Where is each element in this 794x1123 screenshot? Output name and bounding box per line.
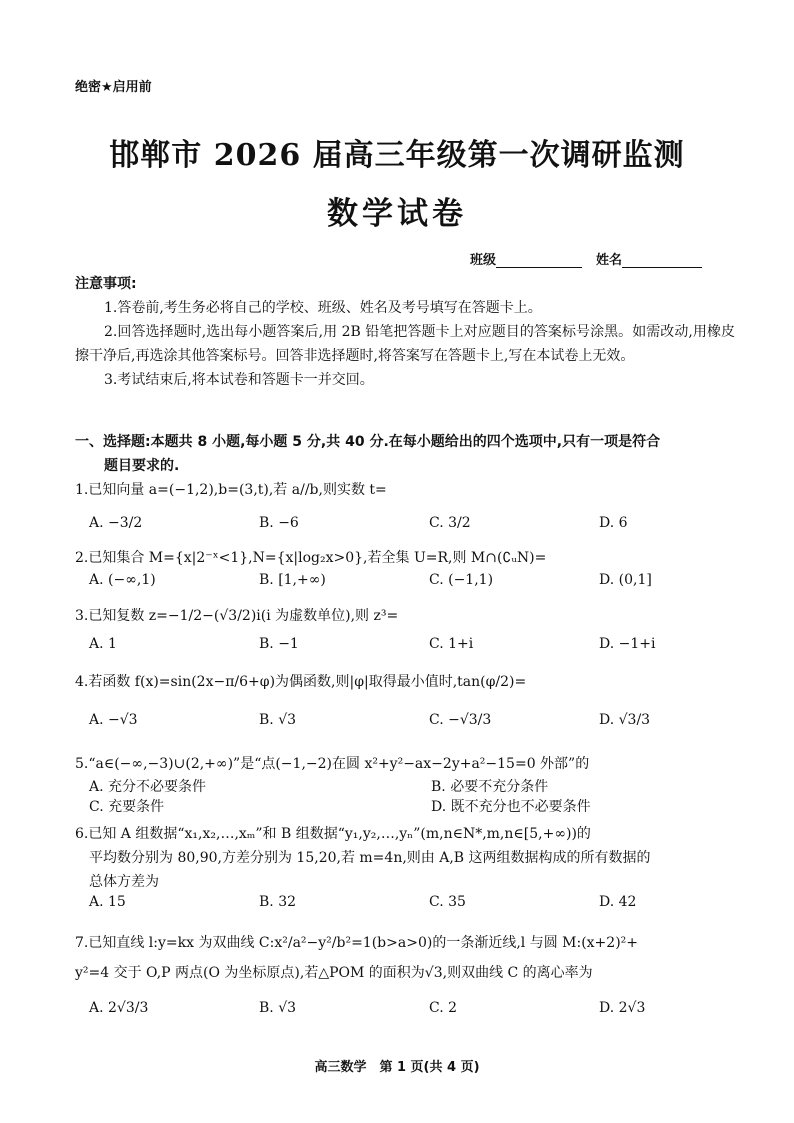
exam-title: 邯郸市 2026 届高三年级第一次调研监测 [109,138,685,173]
option-d[interactable]: D. √3/3 [599,712,651,728]
question-stem-line3: 总体方差为 [89,874,159,890]
question-stem: 5.“a∈(−∞,−3)∪(2,+∞)”是“点(−1,−2)在圆 x²+y²−ax−2y+a²−15=0 外部”的 [75,756,590,772]
notice-heading: 注意事项: [75,276,137,292]
question-5 [75,752,735,816]
question-1 [75,478,735,542]
option-a[interactable]: A. −3/2 [89,515,143,531]
question-stem-line2: 平均数分别为 80,90,方差分别为 15,20,若 m=4n,则由 A,B 这两组数据构成的所有数据的 [89,850,651,866]
question-4 [75,670,735,728]
page-footer: 高三数学 第 1 页(共 4 页) [314,1060,480,1075]
option-c[interactable]: C. 充要条件 [89,799,165,815]
option-a[interactable]: A. −√3 [89,712,138,728]
section-heading [75,430,735,478]
option-a[interactable]: A. 充分不必要条件 [89,779,207,795]
option-b[interactable]: B. √3 [259,712,297,728]
notice-item: 2.回答选择题时,选出每小题答案后,用 2B 铅笔把答题卡上对应题目的答案标号涂黑。如需改动,用橡皮擦干净后,再选涂其他答案标号。回答非选择题时,将答案写在答题卡上,写在本试卷上无效。 [75,324,735,364]
option-c[interactable]: C. 35 [429,894,466,910]
name-label: 姓名 [596,253,623,268]
section-heading-line2: 题目要求的. [104,458,180,474]
option-c[interactable]: C. (−1,1) [429,572,494,588]
option-d[interactable]: D. (0,1] [599,572,652,588]
question-stem: 2.已知集合 M={x|2⁻ˣ<1},N={x|log₂x>0},若全集 U=R,则 M∩(∁ᵤN)= [75,550,547,566]
option-b[interactable]: B. −6 [259,515,299,531]
option-a[interactable]: A. (−∞,1) [89,572,156,588]
option-d[interactable]: D. 6 [599,515,628,531]
notice-list [75,296,735,392]
question-7 [75,928,735,1016]
class-name-line [470,249,702,268]
name-blank[interactable] [622,253,702,268]
option-b[interactable]: B. [1,+∞) [259,572,326,588]
question-2 [75,546,735,588]
question-stem-line1: 6.已知 A 组数据“x₁,x₂,…,xₘ”和 B 组数据“y₁,y₂,…,yₙ”(m,n∈N*,m,n∈[5,+∞))的 [75,826,591,842]
question-stem-line1: 7.已知直线 l:y=kx 为双曲线 C:x²/a²−y²/b²=1(b>a>0)的一条渐近线,l 与圆 M:(x+2)²+ [75,935,638,951]
option-c[interactable]: C. −√3/3 [429,712,492,728]
option-d[interactable]: D. 2√3 [599,1000,646,1016]
exam-subtitle: 数学试卷 [327,196,467,232]
question-stem: 1.已知向量 a=(−1,2),b=(3,t),若 a//b,则实数 t= [75,482,387,498]
class-label: 班级 [470,253,497,268]
option-c[interactable]: C. 1+i [429,636,474,652]
question-6 [75,822,735,910]
notice-item: 1.答卷前,考生务必将自己的学校、班级、姓名及考号填写在答题卡上。 [104,300,542,316]
notice-item: 3.考试结束后,将本试卷和答题卡一并交回。 [104,372,374,388]
option-d[interactable]: D. 42 [599,894,637,910]
question-stem: 3.已知复数 z=−1/2−(√3/2)i(i 为虚数单位),则 z³= [75,608,399,624]
option-a[interactable]: A. 15 [89,894,126,910]
option-a[interactable]: A. 2√3/3 [89,1000,149,1016]
section-heading-line1: 一、选择题:本题共 8 小题,每小题 5 分,共 40 分.在每小题给出的四个选项中,只有一项是符合 [75,434,661,450]
question-stem-line2: y²=4 交于 O,P 两点(O 为坐标原点),若△POM 的面积为√3,则双曲线 C 的离心率为 [75,965,593,981]
question-3 [75,604,735,652]
option-c[interactable]: C. 3/2 [429,515,471,531]
option-b[interactable]: B. −1 [259,636,299,652]
class-blank[interactable] [496,253,582,268]
confidential-label: 绝密★启用前 [75,80,152,95]
option-d[interactable]: D. 既不充分也不必要条件 [431,799,591,815]
option-d[interactable]: D. −1+i [599,636,656,652]
option-b[interactable]: B. √3 [259,1000,297,1016]
option-a[interactable]: A. 1 [89,636,117,652]
option-b[interactable]: B. 必要不充分条件 [431,779,549,795]
option-c[interactable]: C. 2 [429,1000,458,1016]
option-b[interactable]: B. 32 [259,894,297,910]
question-stem: 4.若函数 f(x)=sin(2x−π/6+φ)为偶函数,则|φ|取得最小值时,tan(φ/2)= [75,674,527,690]
